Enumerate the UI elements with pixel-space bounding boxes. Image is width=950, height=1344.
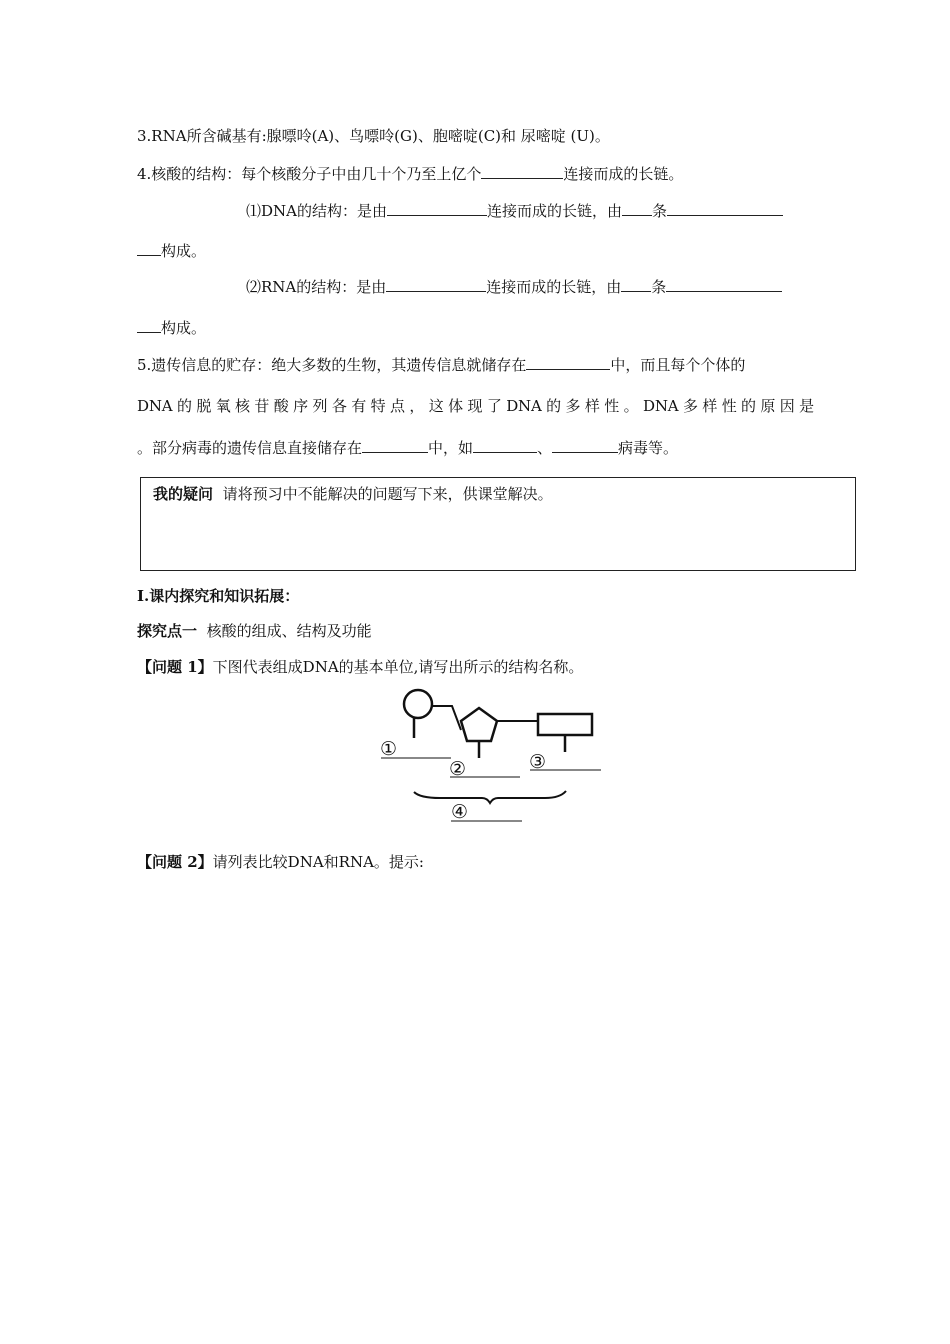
item-5-text: 5.遗传信息的贮存：绝大多数的生物，其遗传信息就储存在 (137, 356, 527, 374)
phosphate-circle (404, 690, 432, 718)
question-1-text: 下图代表组成DNA的基本单位,请写出所示的结构名称。 (212, 658, 584, 676)
item-5-virus-text: 。部分病毒的遗传信息直接储存在 (137, 439, 363, 457)
brace (414, 791, 566, 803)
question-2 (137, 852, 424, 872)
rna-structure-end: 构成。 (161, 319, 207, 337)
dna-structure-end: 构成。 (161, 242, 207, 260)
item-5-line-2: DNA 的 脱 氧 核 苷 酸 序 列 各 有 特 点 ， 这 体 现 了 DNA 的 多 样 性 。 DNA 多 样 性 的 原 因 是 (137, 397, 814, 415)
rna-structure-text: ⑵RNA的结构：是由 (246, 278, 387, 296)
question-1-label: 【问题 1】 (137, 658, 213, 676)
section-heading: Ⅰ.课内探究和知识拓展： (137, 587, 300, 605)
question-box[interactable] (140, 477, 856, 571)
fill-blank[interactable] (552, 437, 618, 453)
fill-blank[interactable] (387, 200, 487, 216)
explore-point-1 (137, 621, 372, 641)
fill-blank[interactable] (621, 276, 651, 292)
question-box-title: 我的疑问 (153, 485, 214, 503)
dna-strand-word: 条 (652, 202, 668, 220)
explore-text: 核酸的组成、结构及功能 (206, 622, 372, 640)
item-4-text: 4.核酸的结构：每个核酸分子中由几十个乃至上亿个 (137, 165, 482, 183)
question-1 (137, 657, 583, 677)
pentose-sugar-pentagon (461, 708, 497, 741)
question-2-text: 请列表比较DNA和RNA。提示: (212, 853, 424, 871)
item-5-separator: 、 (537, 439, 553, 457)
item-3-rna-bases: 3.RNA所含碱基有:腺嘌呤(A)、鸟嘌呤(G)、胞嘧啶(C)和 尿嘧啶 (U)。 (137, 127, 610, 145)
rna-structure-text-mid: 连接而成的长链，由 (486, 278, 622, 296)
item-4-1-dna-structure (246, 200, 783, 221)
rna-strand-word: 条 (651, 278, 667, 296)
dna-structure-text-mid: 连接而成的长链，由 (487, 202, 623, 220)
item-4-2-continuation (137, 317, 206, 338)
diagram-label-3: ③ (529, 751, 547, 773)
phosphate-sugar-bond (432, 706, 461, 730)
fill-blank[interactable] (137, 240, 161, 256)
fill-blank[interactable] (386, 276, 486, 292)
item-5-text-mid: 中，而且每个个体的 (610, 356, 746, 374)
base-rectangle (538, 714, 592, 735)
item-5-genetic-info-storage (137, 354, 745, 375)
question-2-label: 【问题 2】 (137, 853, 213, 871)
item-5-end: 病毒等。 (618, 439, 679, 457)
question-box-text: 请将预习中不能解决的问题写下来，供课堂解决。 (222, 485, 553, 503)
item-4-text-end: 连接而成的长链。 (563, 165, 684, 183)
item-4-2-rna-structure (246, 276, 782, 297)
fill-blank[interactable] (137, 317, 161, 333)
diagram-label-2: ② (449, 758, 467, 780)
fill-blank[interactable] (473, 437, 537, 453)
item-4-nucleic-acid-structure (137, 163, 683, 184)
explore-label: 探究点一 (137, 622, 198, 640)
item-5-such-as: 中，如 (428, 439, 474, 457)
fill-blank[interactable] (481, 163, 563, 179)
fill-blank[interactable] (362, 437, 428, 453)
item-4-1-continuation (137, 240, 206, 261)
fill-blank[interactable] (666, 276, 782, 292)
fill-blank[interactable] (526, 354, 610, 370)
fill-blank[interactable] (622, 200, 652, 216)
question-box-content (153, 484, 553, 504)
diagram-label-1: ① (380, 738, 398, 760)
dna-structure-text: ⑴DNA的结构：是由 (246, 202, 387, 220)
fill-blank[interactable] (667, 200, 783, 216)
item-5-line-3 (137, 437, 678, 458)
diagram-label-4: ④ (451, 801, 469, 823)
